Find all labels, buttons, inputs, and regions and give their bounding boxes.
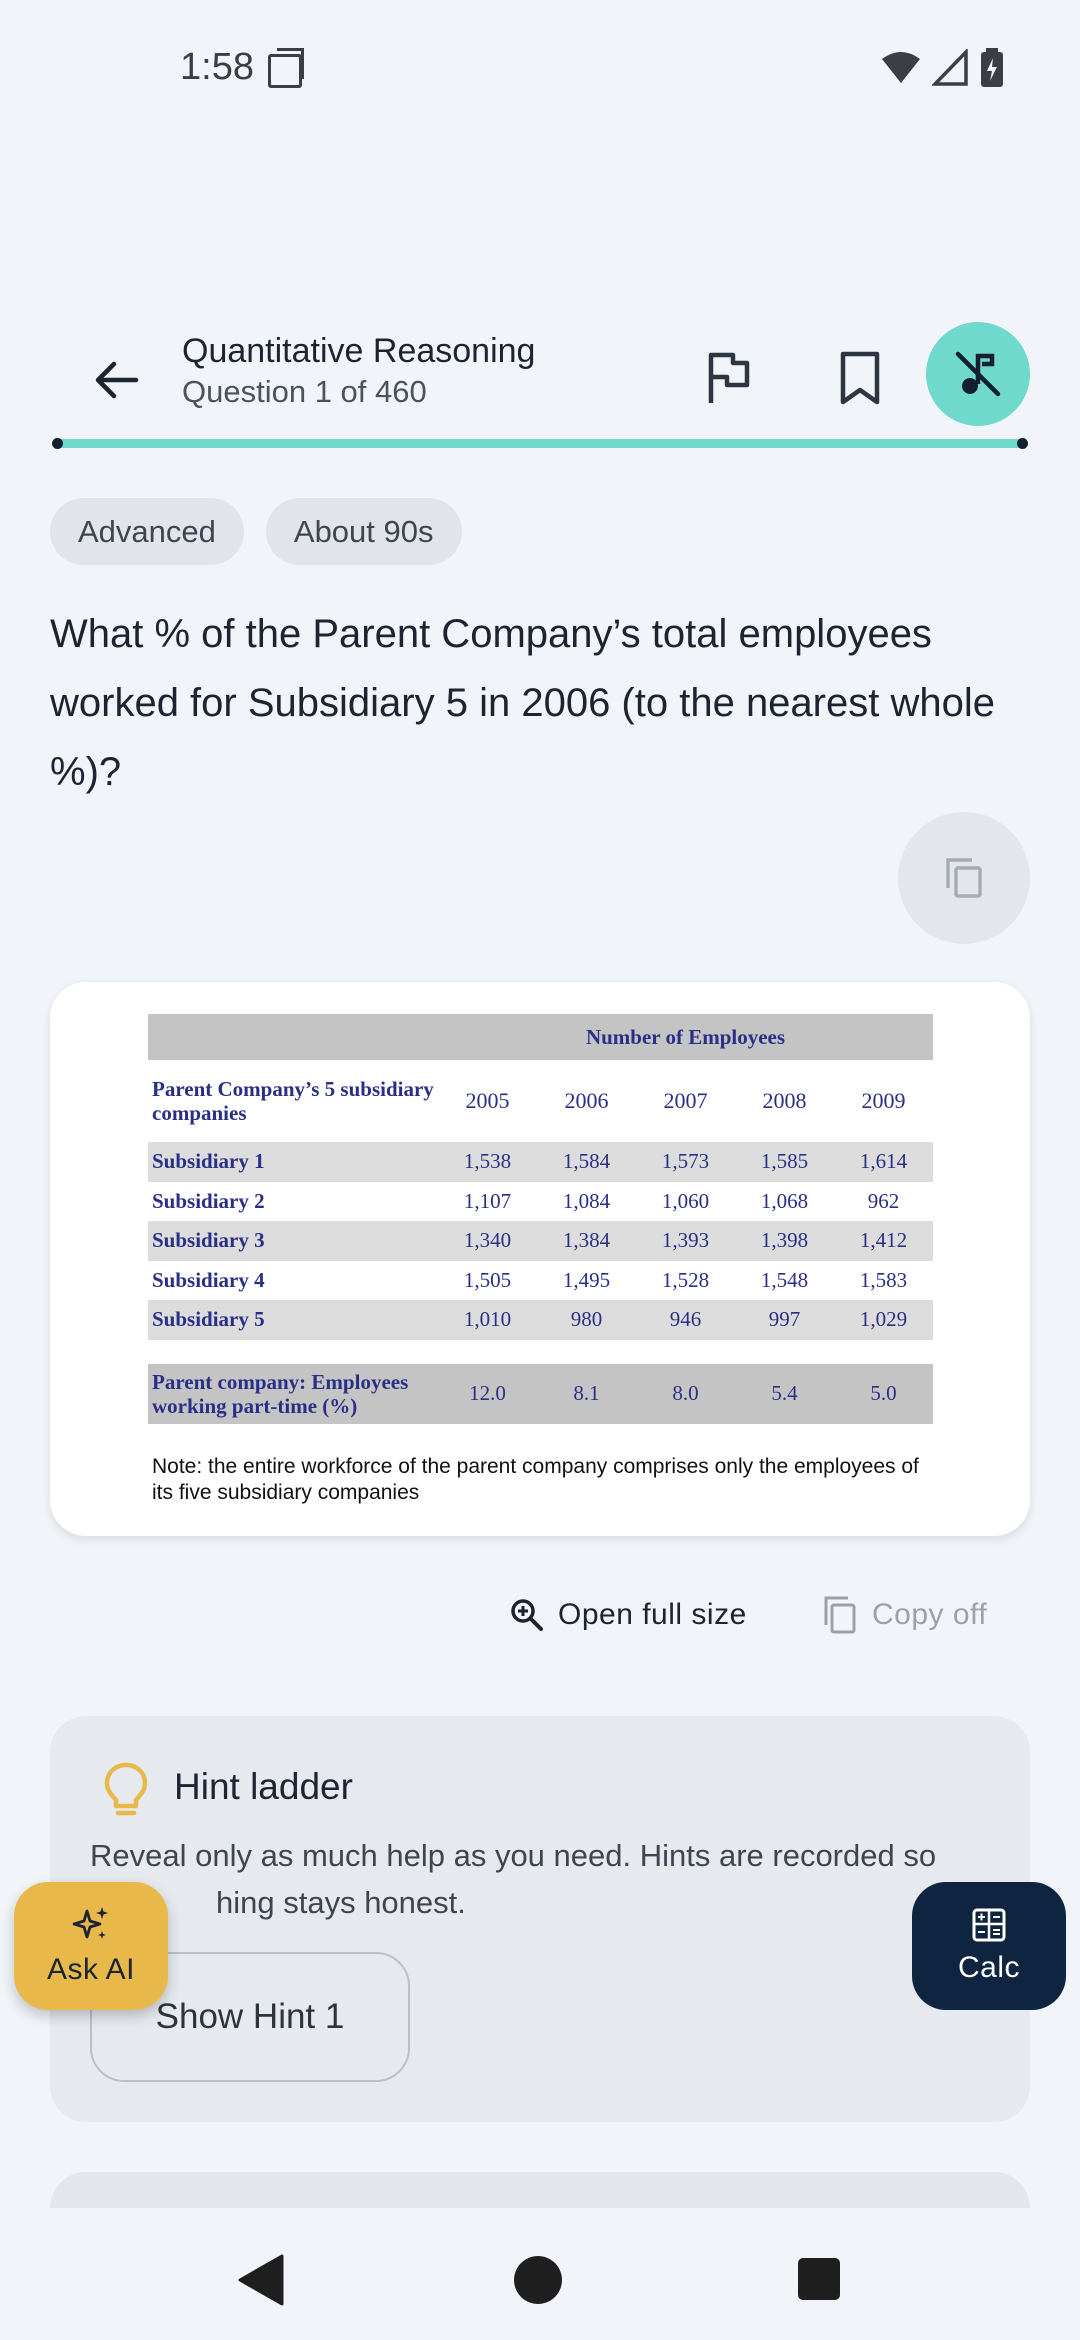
- open-full-size-button[interactable]: [510, 1590, 747, 1640]
- calculator-icon: [971, 1907, 1007, 1943]
- table-cell: 1,068: [760, 1188, 809, 1213]
- part-time-row: [148, 1364, 933, 1424]
- band-header-text: Number of Employees: [438, 1014, 933, 1060]
- battery-icon: [980, 48, 1004, 88]
- table-cell: 1,584: [537, 1142, 636, 1182]
- table-cell: 5.0: [834, 1364, 933, 1424]
- bookmark-button[interactable]: [822, 340, 898, 416]
- music-off-button[interactable]: [926, 322, 1030, 426]
- progress-bar: [54, 437, 1026, 449]
- app-header: [0, 320, 1080, 440]
- table-band-header: [148, 1014, 933, 1060]
- cell-signal-icon: [932, 49, 970, 87]
- table-cell: 1,505: [463, 1267, 512, 1292]
- row-label: Subsidiary 3: [148, 1221, 438, 1261]
- ask-ai-button[interactable]: [14, 1882, 168, 2010]
- row-label: Subsidiary 4: [152, 1267, 265, 1292]
- copy-off-label: Copy off: [872, 1598, 988, 1631]
- table-cell: 8.1: [537, 1364, 636, 1424]
- ask-ai-label: Ask AI: [46, 1953, 136, 1986]
- nav-home-icon[interactable]: [514, 2256, 562, 2304]
- hint-title: Hint ladder: [174, 1766, 353, 1807]
- music-off-icon: [952, 348, 1004, 400]
- lightbulb-icon: [98, 1760, 154, 1820]
- copy-question-button[interactable]: [898, 812, 1030, 944]
- table-cell: 12.0: [438, 1364, 537, 1424]
- table-note: Note: the entire workforce of the parent company comprises only the employees of its five subsidiary companies: [152, 1455, 919, 1504]
- year-header: 2009: [861, 1088, 906, 1113]
- flag-button[interactable]: [690, 340, 766, 416]
- table-cell: 997: [735, 1300, 834, 1340]
- copy-off-button[interactable]: [822, 1590, 987, 1640]
- table-cell: 1,548: [760, 1267, 809, 1292]
- table-cell: 1,340: [438, 1221, 537, 1261]
- hint-ladder-card: [50, 1716, 1030, 2122]
- table-cell: 962: [867, 1188, 900, 1213]
- back-button[interactable]: [80, 344, 152, 416]
- table-cell: 1,573: [636, 1142, 735, 1182]
- table-cell: 1,495: [562, 1267, 611, 1292]
- data-table-card[interactable]: [50, 982, 1030, 1536]
- progress-start-dot: [52, 438, 63, 449]
- table-cell: 1,528: [661, 1267, 710, 1292]
- table-cell: 1,029: [834, 1300, 933, 1340]
- table-header-row: [148, 1060, 933, 1142]
- table-cell: 1,412: [834, 1221, 933, 1261]
- show-hint-button[interactable]: Show Hint 1: [90, 1952, 410, 2082]
- table-cell: 8.0: [636, 1364, 735, 1424]
- table-cell: 946: [636, 1300, 735, 1340]
- hint-description-text: Reveal only as much help as you need. Hints are recorded so: [90, 1838, 937, 1873]
- copy-icon: [822, 1595, 858, 1635]
- table-cell: 1,538: [438, 1142, 537, 1182]
- calculator-button[interactable]: [912, 1882, 1066, 2010]
- row-label: Subsidiary 1: [148, 1142, 438, 1182]
- bookmark-icon: [838, 350, 882, 406]
- year-header: 2007: [663, 1088, 708, 1113]
- hint-description: [90, 1832, 1010, 1926]
- row-label: Subsidiary 2: [152, 1188, 265, 1213]
- year-header: 2005: [465, 1088, 510, 1113]
- table-cell: 5.4: [735, 1364, 834, 1424]
- system-icons: [880, 48, 1004, 88]
- question-text: What % of the Parent Company’s total employees worked for Subsidiary 5 in 2006 (to the nearest whole %)?: [50, 612, 995, 794]
- screenshot-notification-icon: [268, 54, 302, 88]
- copy-icon: [944, 856, 984, 900]
- table-row: [148, 1182, 933, 1222]
- time-estimate-chip: About 90s: [266, 498, 462, 565]
- nav-back-icon[interactable]: [236, 2254, 286, 2306]
- system-navigation-bar: [0, 2208, 1080, 2340]
- table-cell: 1,084: [562, 1188, 611, 1213]
- arrow-back-icon: [90, 354, 142, 406]
- table-cell: 1,060: [661, 1188, 710, 1213]
- table-cell: 1,398: [735, 1221, 834, 1261]
- table-row: [148, 1300, 933, 1340]
- table-row: [148, 1142, 933, 1182]
- table-cell: 1,393: [636, 1221, 735, 1261]
- progress-fill: [54, 439, 1026, 448]
- table-cell: 1,585: [735, 1142, 834, 1182]
- flag-icon: [703, 351, 753, 405]
- table-cell: 1,010: [438, 1300, 537, 1340]
- zoom-in-icon: [510, 1598, 544, 1632]
- row-label: Parent company: Employees working part-time (%): [148, 1364, 438, 1424]
- year-header: 2006: [564, 1088, 609, 1113]
- table-cell: 1,384: [537, 1221, 636, 1261]
- table-row: [148, 1261, 933, 1301]
- status-bar: [0, 0, 1080, 140]
- page-title: Quantitative Reasoning: [182, 332, 536, 370]
- open-full-size-label: Open full size: [558, 1598, 747, 1631]
- table-cell: 980: [537, 1300, 636, 1340]
- hint-description-tail: hing stays honest.: [216, 1885, 466, 1920]
- table-row: [148, 1221, 933, 1261]
- question-tags: [50, 498, 462, 565]
- sparkles-icon: [71, 1905, 111, 1945]
- wifi-icon: [880, 49, 922, 87]
- row-header-label: Parent Company’s 5 subsidiary companies: [152, 1077, 434, 1125]
- employees-table: [148, 1014, 933, 1424]
- calc-label: Calc: [957, 1951, 1020, 1984]
- progress-end-dot: [1017, 438, 1028, 449]
- year-header: 2008: [762, 1088, 807, 1113]
- nav-recents-icon[interactable]: [798, 2258, 840, 2300]
- table-cell: 1,107: [463, 1188, 512, 1213]
- status-time: 1:58: [180, 46, 254, 88]
- row-label: Subsidiary 5: [148, 1300, 438, 1340]
- difficulty-chip: Advanced: [50, 498, 244, 565]
- table-cell: 1,583: [859, 1267, 908, 1292]
- table-cell: 1,614: [834, 1142, 933, 1182]
- question-counter: Question 1 of 460: [182, 374, 427, 409]
